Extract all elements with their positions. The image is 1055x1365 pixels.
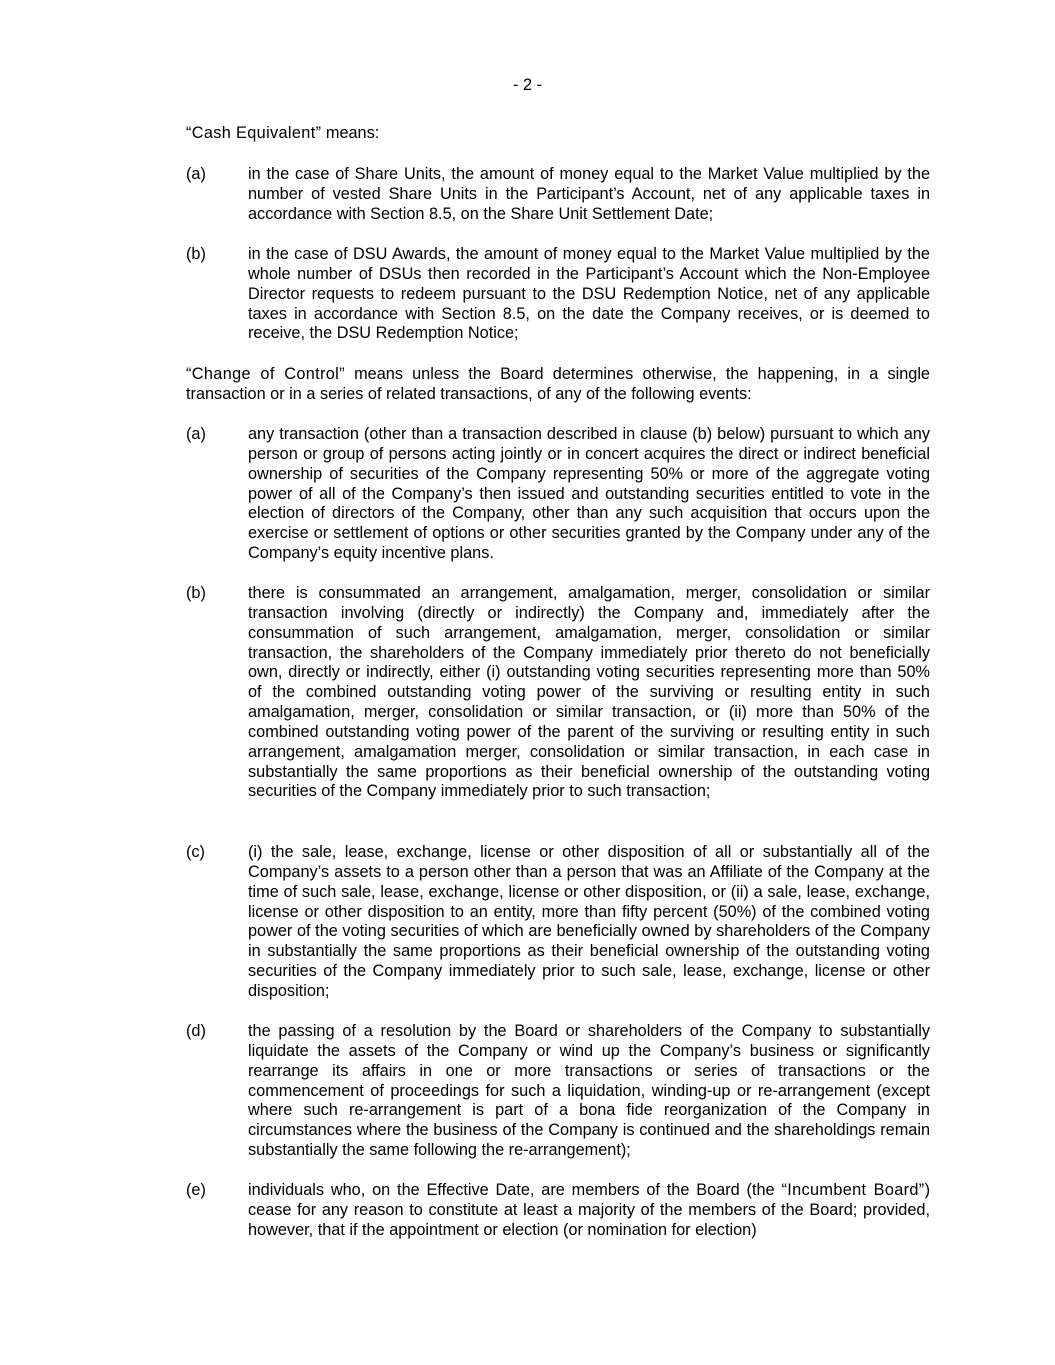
item-label: (c) <box>186 843 205 861</box>
page-number: - 2 - <box>513 76 542 94</box>
cash-equivalent-definition <box>186 124 930 144</box>
list-item <box>186 584 930 802</box>
item-label: (a) <box>186 165 206 183</box>
item-text: in the case of DSU Awards, the amount of money equal to the Market Value multiplied by the whole number of DSUs then recorded in the Participant’s Account which the Non-Employee Director requests to redeem pursuant to the DSU Redemption Notice, net of any applicable taxes in accordance with Section 8.5, on the date the Company receives, or is deemed to receive, the DSU Redemption Notice; <box>248 245 930 343</box>
item-label: (b) <box>186 584 206 602</box>
definition-intro: means: <box>321 124 380 142</box>
item-text: there is consummated an arrangement, amalgamation, merger, consolidation or similar transaction involving (directly or indirectly) the Company and, immediately after the consummation of such arrangement, amalgamation, merger, consolidation or similar transaction, the shareholders of the Company immediately prior thereto do not beneficially own, directly or indirectly, either (i) outstanding voting securities representing more than 50% of the combined outstanding voting power of the surviving or resulting entity in such amalgamation, merger, consolidation or similar transaction, or (ii) more than 50% of the combined outstanding voting power of the parent of the surviving or resulting entity in such arrangement, amalgamation merger, consolidation or similar transaction, in each case in substantially the same proportions as their beneficial ownership of the outstanding voting securities of the Company immediately prior to such transaction; <box>248 584 930 801</box>
item-text: any transaction (other than a transaction described in clause (b) below) pursuant to which any person or group of persons acting jointly or in concert acquires the direct or indirect beneficial ownership of securities of the Company representing 50% or more of the aggregate voting power of all of the Company’s then issued and outstanding securities entitled to vote in the election of directors of the Company, other than any such acquisition that occurs upon the exercise or settlement of options or other securities granted by the Company under any of the Company’s equity incentive plans. <box>248 425 930 563</box>
item-text <box>248 1181 930 1241</box>
item-text-before: individuals who, on the Effective Date, are members of the Board (the <box>248 1181 782 1199</box>
item-label: (d) <box>186 1022 206 1040</box>
item-label: (a) <box>186 425 206 443</box>
list-item <box>186 245 930 344</box>
item-text-after: ) cease for any reason to constitute at least a majority of the members of the Board; provided, however, that if the appointment or election (or nomination for election) <box>248 1181 930 1239</box>
list-item <box>186 843 930 1002</box>
definition-intro: means unless the Board determines otherwise, the happening, in a single transaction or in a series of related transactions, of any of the following events: <box>186 365 930 403</box>
list-item <box>186 1022 930 1161</box>
list-item <box>186 1181 930 1241</box>
change-of-control-definition <box>186 365 930 405</box>
list-item <box>186 165 930 225</box>
item-label: (e) <box>186 1181 206 1199</box>
defined-term: “Incumbent Board” <box>781 1181 925 1199</box>
item-text: in the case of Share Units, the amount of money equal to the Market Value multiplied by the number of vested Share Units in the Participant’s Account, net of any applicable taxes in accordance with Section 8.5, on the Share Unit Settlement Date; <box>248 165 930 223</box>
defined-term: “Cash Equivalent” <box>186 124 322 142</box>
item-text: (i) the sale, lease, exchange, license or other disposition of all or substantially all of the Company’s assets to a person other than a person that was an Affiliate of the Company at the time of such sale, lease, exchange, license or other disposition, or (ii) a sale, lease, exchange, license or other disposition to an entity, more than fifty percent (50%) of the combined voting power of the voting securities of which are beneficially owned by shareholders of the Company in substantially the same proportions as their beneficial ownership of the outstanding voting securities of the Company immediately prior to such sale, lease, exchange, license or other disposition; <box>248 843 930 1000</box>
item-text: the passing of a resolution by the Board or shareholders of the Company to substantially liquidate the assets of the Company or wind up the Company’s business or significantly rearrange its affairs in one or more transactions or series of transactions or the commencement of proceedings for such a liquidation, winding-up or re-arrangement (except where such re-arrangement is part of a bona fide reorganization of the Company in circumstances where the business of the Company is continued and the shareholdings remain substantially the same following the re-arrangement); <box>248 1022 930 1160</box>
list-item <box>186 425 930 564</box>
defined-term: “Change of Control” <box>186 365 345 383</box>
item-label: (b) <box>186 245 206 263</box>
